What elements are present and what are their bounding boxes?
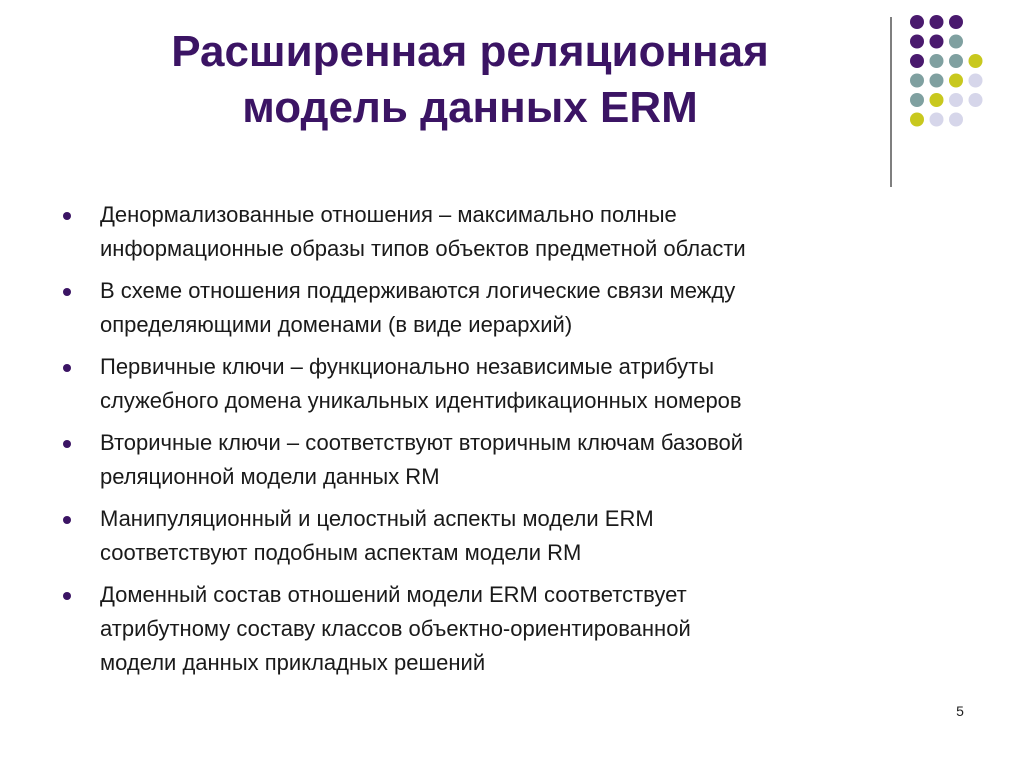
decorative-dot [969, 74, 983, 88]
decorative-dot [930, 74, 944, 88]
decorative-dot [910, 15, 924, 29]
decorative-dot [949, 15, 963, 29]
bullet-line: Первичные ключи – функционально независимые атрибуты [100, 354, 715, 379]
decorative-dot [949, 113, 963, 127]
decorative-dot [930, 15, 944, 29]
bullet-item-logical-links [62, 274, 962, 342]
decorative-dot [910, 113, 924, 127]
bullet-item-denormalized [62, 198, 962, 266]
bullet-line: атрибутному составу классов объектно-ориентированной [100, 616, 691, 641]
bullet-item-primary-keys [62, 350, 962, 418]
decorative-dot [910, 74, 924, 88]
bullet-icon [63, 288, 71, 296]
bullet-line: Денормализованные отношения – максимально полные [100, 202, 677, 227]
bullet-line: модели данных прикладных решений [100, 650, 486, 675]
decorative-dot [910, 54, 924, 68]
bullet-icon [63, 364, 71, 372]
decorative-dot [930, 113, 944, 127]
bullet-item-secondary-keys [62, 426, 962, 494]
decorative-dot [930, 35, 944, 49]
title-line-1: Расширенная реляционная [171, 27, 769, 76]
bullet-list [62, 198, 962, 688]
bullet-line: соответствуют подобным аспектам модели RM [100, 540, 582, 565]
decorative-dot [949, 93, 963, 107]
bullet-line: служебного домена уникальных идентификационных номеров [100, 388, 742, 413]
slide-title [60, 24, 880, 136]
vertical-divider [890, 17, 892, 187]
bullet-item-domain-composition [62, 578, 962, 680]
bullet-line: Доменный состав отношений модели ERM соответствует [100, 582, 687, 607]
bullet-line: В схеме отношения поддерживаются логические связи между [100, 278, 736, 303]
title-line-2: модель данных ERM [242, 83, 698, 132]
decorative-dot [930, 54, 944, 68]
decorative-dot [949, 74, 963, 88]
bullet-icon [63, 592, 71, 600]
decorative-dot [910, 93, 924, 107]
decorative-dot [949, 54, 963, 68]
bullet-item-manipulation-aspects [62, 502, 962, 570]
bullet-line: Манипуляционный и целостный аспекты модели ERM [100, 506, 654, 531]
decorative-dot [969, 54, 983, 68]
bullet-line: реляционной модели данных RM [100, 464, 440, 489]
bullet-icon [63, 516, 71, 524]
decorative-dot [969, 93, 983, 107]
decorative-dot [910, 35, 924, 49]
bullet-line: Вторичные ключи – соответствуют вторичным ключам базовой [100, 430, 744, 455]
decorative-dot [930, 93, 944, 107]
bullet-line: определяющими доменами (в виде иерархий) [100, 312, 573, 337]
page-number: 5 [956, 703, 964, 719]
decorative-dot [949, 35, 963, 49]
bullet-icon [63, 212, 71, 220]
bullet-icon [63, 440, 71, 448]
bullet-line: информационные образы типов объектов предметной области [100, 236, 746, 261]
